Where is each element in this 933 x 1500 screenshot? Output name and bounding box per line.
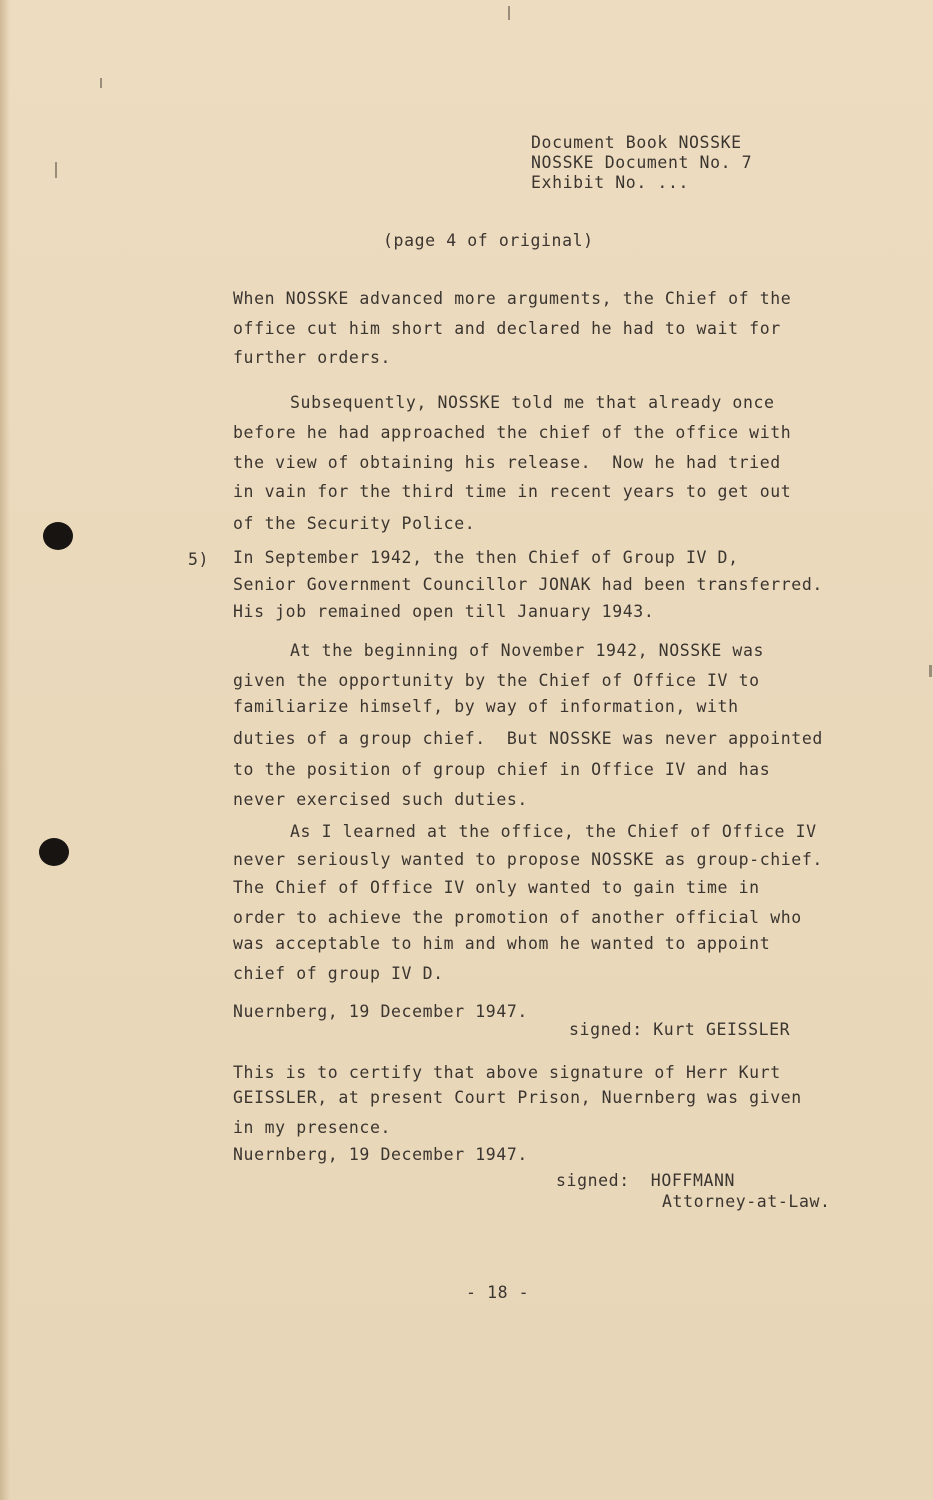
para5-line: As I learned at the office, the Chief of Office IV	[290, 822, 817, 841]
document-book-label: Document Book NOSSKE	[531, 133, 742, 152]
para5-line: order to achieve the promotion of another official who	[233, 908, 802, 927]
para5-line: was acceptable to him and whom he wanted to appoint	[233, 934, 771, 953]
para2-line: Subsequently, NOSSKE told me that already once	[290, 393, 775, 412]
para5-line: chief of group IV D.	[233, 964, 444, 983]
para1-line: further orders.	[233, 348, 392, 367]
page-reference: (page 4 of original)	[383, 231, 594, 250]
para4-line: never exercised such duties.	[233, 790, 528, 809]
signature-geissler: signed: Kurt GEISSLER	[569, 1020, 791, 1039]
signature-hoffmann: signed: HOFFMANN	[556, 1171, 736, 1190]
punch-hole	[39, 838, 69, 866]
para4-line: familiarize himself, by way of information, with	[233, 697, 739, 716]
paper-mark	[100, 78, 102, 88]
para5-line: never seriously wanted to propose NOSSKE as group-chief.	[233, 850, 823, 869]
para2-line: the view of obtaining his release. Now he had tried	[233, 453, 781, 472]
para2-line: in vain for the third time in recent years to get out	[233, 482, 792, 501]
para5-line: The Chief of Office IV only wanted to gain time in	[233, 878, 760, 897]
para4-line: to the position of group chief in Office IV and has	[233, 760, 771, 779]
para4-line: given the opportunity by the Chief of Office IV to	[233, 671, 760, 690]
document-number: NOSSKE Document No. 7	[531, 153, 753, 172]
para1-line: When NOSSKE advanced more arguments, the Chief of the	[233, 289, 792, 308]
paper-mark	[55, 162, 57, 178]
item5-line: Senior Government Councillor JONAK had been transferred.	[233, 575, 823, 594]
item-number: 5)	[188, 550, 210, 569]
page-number: - 18 -	[466, 1283, 530, 1302]
exhibit-number: Exhibit No. ...	[531, 173, 690, 192]
certification-line: This is to certify that above signature of Herr Kurt	[233, 1063, 781, 1082]
para2-line: before he had approached the chief of the office with	[233, 423, 792, 442]
signature-title: Attorney-at-Law.	[662, 1192, 831, 1211]
paper-mark	[929, 665, 932, 677]
item5-line: His job remained open till January 1943.	[233, 602, 655, 621]
paper-edge	[0, 0, 10, 1500]
certification-line: GEISSLER, at present Court Prison, Nuernberg was given	[233, 1088, 802, 1107]
place-date: Nuernberg, 19 December 1947.	[233, 1002, 528, 1021]
paper-mark	[508, 6, 510, 20]
item5-line: In September 1942, the then Chief of Group IV D,	[233, 548, 739, 567]
punch-hole	[43, 522, 73, 550]
para1-line: office cut him short and declared he had to wait for	[233, 319, 781, 338]
para4-line: At the beginning of November 1942, NOSSKE was	[290, 641, 765, 660]
certification-line: in my presence.	[233, 1118, 392, 1137]
para2-line: of the Security Police.	[233, 514, 476, 533]
para4-line: duties of a group chief. But NOSSKE was never appointed	[233, 729, 823, 748]
place-date: Nuernberg, 19 December 1947.	[233, 1145, 528, 1164]
